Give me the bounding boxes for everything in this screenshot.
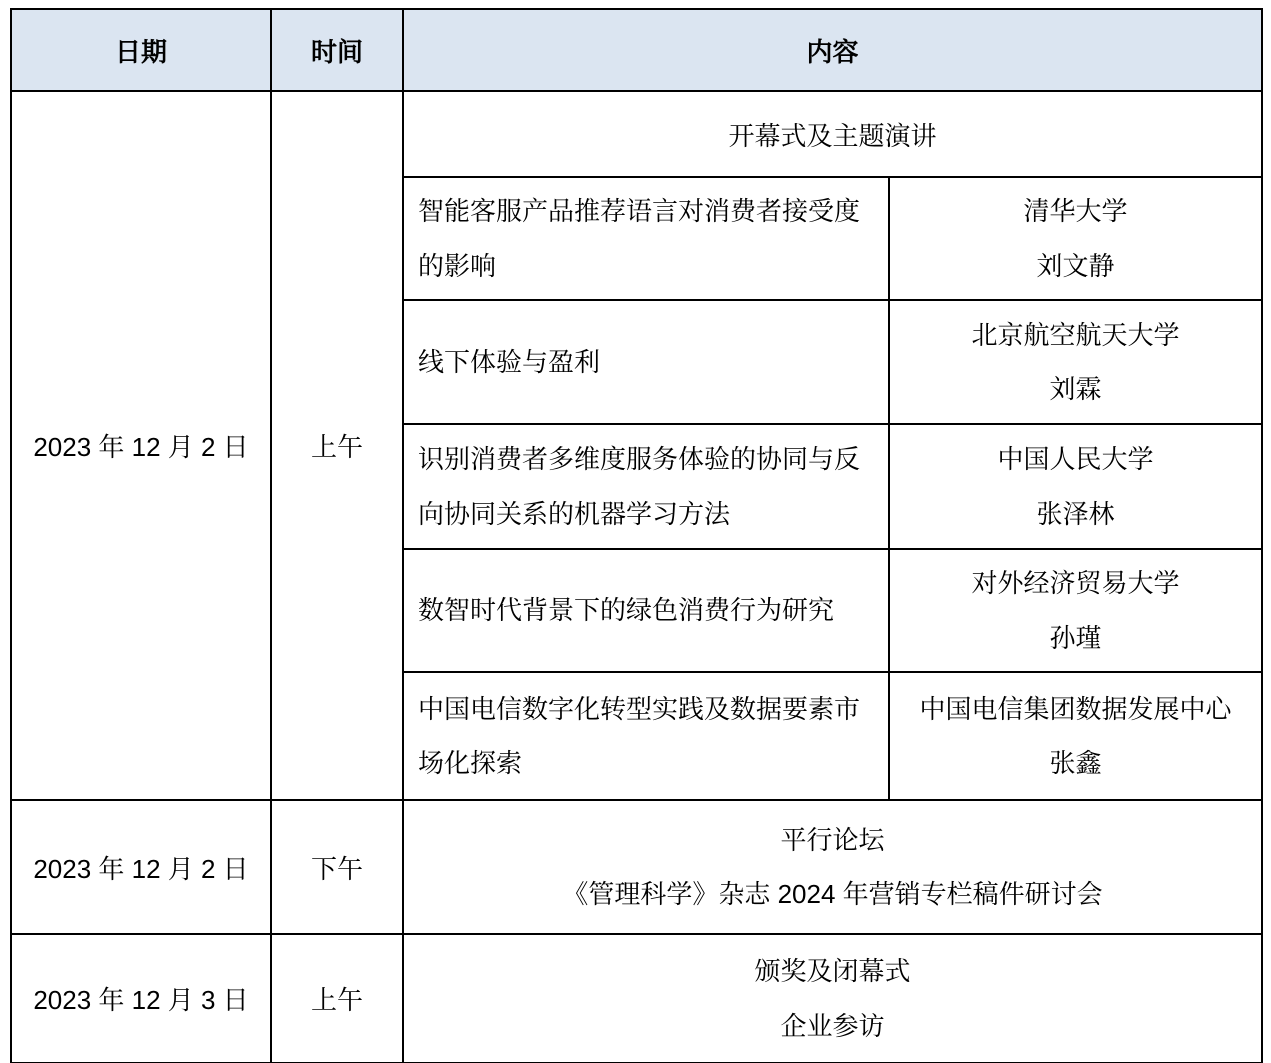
presenter-name: 孙瑾	[1049, 622, 1102, 653]
session-opening-ceremony: 开幕式及主题演讲	[403, 91, 1262, 177]
presenter-name: 刘文静	[1036, 250, 1115, 281]
header-content: 内容	[403, 9, 1262, 91]
talk-presenter-4	[889, 549, 1262, 672]
table-row	[11, 800, 1262, 934]
presenter-org: 北京航空航天大学	[971, 319, 1180, 350]
table-row	[11, 91, 1262, 177]
talk-title-3: 识别消费者多维度服务体验的协同与反向协同关系的机器学习方法	[403, 424, 889, 549]
presenter-org: 中国人民大学	[997, 444, 1154, 475]
session-line-2: 《管理科学》杂志 2024 年营销专栏稿件研讨会	[562, 879, 1103, 910]
date-cell-day1-morning: 2023 年 12 月 2 日	[11, 91, 271, 800]
talk-presenter-3	[889, 424, 1262, 549]
date-cell-day1-afternoon: 2023 年 12 月 2 日	[11, 800, 271, 934]
time-cell-day1-afternoon: 下午	[271, 800, 403, 934]
header-time: 时间	[271, 9, 403, 91]
time-cell-day1-morning: 上午	[271, 91, 403, 800]
presenter-name: 张泽林	[1036, 498, 1115, 529]
talk-presenter-2	[889, 300, 1262, 424]
session-closing-ceremony	[403, 934, 1262, 1063]
date-cell-day2-morning: 2023 年 12 月 3 日	[11, 934, 271, 1063]
talk-title-1: 智能客服产品推荐语言对消费者接受度的影响	[403, 177, 889, 300]
header-date: 日期	[11, 9, 271, 91]
presenter-org: 中国电信集团数据发展中心	[919, 693, 1232, 724]
conference-schedule-table	[10, 8, 1263, 1063]
presenter-org: 清华大学	[1023, 196, 1128, 226]
session-parallel-forum	[403, 800, 1262, 934]
session-line-1: 平行论坛	[780, 824, 885, 855]
table-row	[11, 934, 1262, 1063]
session-line-1: 颁奖及闭幕式	[754, 956, 911, 987]
presenter-org: 对外经济贸易大学	[971, 568, 1180, 599]
session-line-2: 企业参访	[780, 1010, 885, 1041]
talk-presenter-5	[889, 672, 1262, 800]
talk-title-2: 线下体验与盈利	[403, 300, 889, 424]
time-cell-day2-morning: 上午	[271, 934, 403, 1063]
table-header-row	[11, 9, 1262, 91]
talk-title-4: 数智时代背景下的绿色消费行为研究	[403, 549, 889, 672]
presenter-name: 张鑫	[1049, 748, 1102, 779]
talk-title-5: 中国电信数字化转型实践及数据要素市场化探索	[403, 672, 889, 800]
presenter-name: 刘霖	[1049, 374, 1102, 405]
talk-presenter-1	[889, 177, 1262, 300]
